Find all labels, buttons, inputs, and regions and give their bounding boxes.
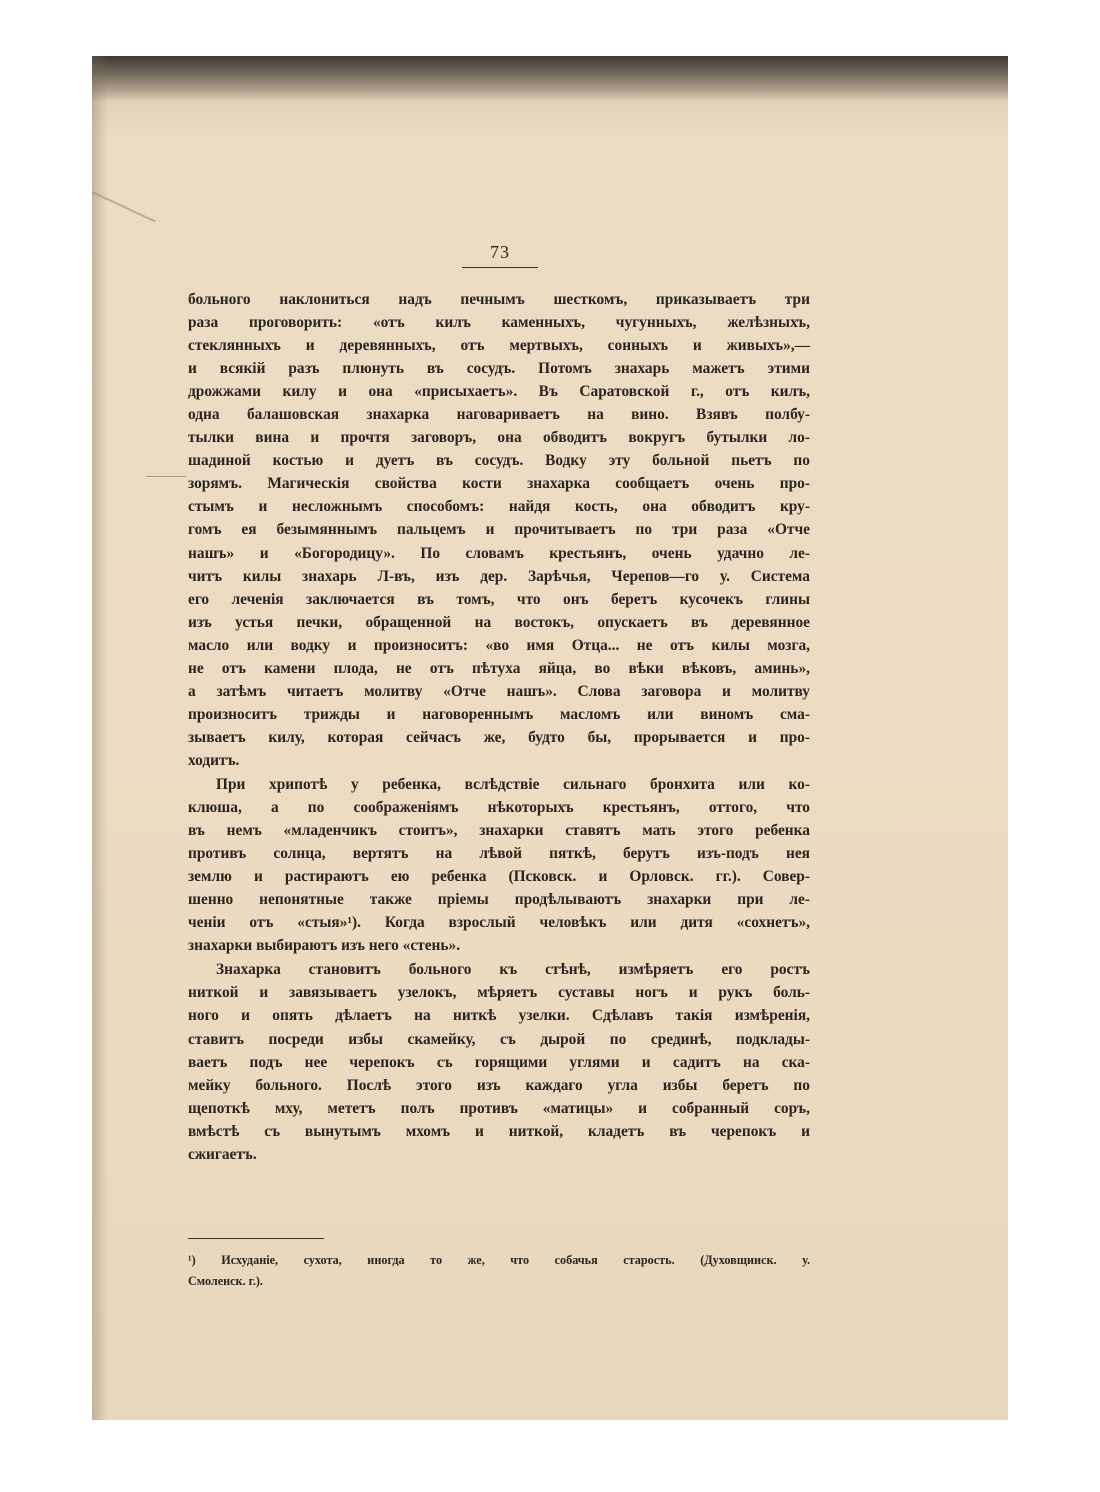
text-line: произноситъ трижды и наговореннымъ масломъ или виномъ сма-: [188, 705, 810, 723]
text-line: ваетъ подъ нее черепокъ съ горящими углями и садитъ на ска-: [188, 1053, 810, 1071]
body-text: [188, 288, 810, 1166]
text-line: дрожжами килу и она «присыхаетъ». Въ Саратовской г., отъ килъ,: [188, 383, 810, 401]
text-line: клюша, а по соображеніямъ нѣкоторыхъ крестьянъ, оттого, что: [188, 799, 810, 817]
text-line: шадиной костью и дуетъ въ сосудъ. Водку эту больной пьетъ по: [188, 452, 810, 470]
text-line: раза проговорить: «отъ килъ каменныхъ, чугунныхъ, желѣзныхъ,: [188, 314, 810, 332]
paragraph: [188, 958, 810, 1165]
text-line: и всякій разъ плюнуть въ сосудъ. Потомъ знахарь мажетъ этими: [188, 360, 810, 378]
text-line: сжигаетъ.: [188, 1145, 257, 1163]
text-line: Знахарка становитъ больного къ стѣнѣ, измѣряетъ его ростъ: [216, 961, 810, 979]
footnote-rule: [188, 1238, 324, 1239]
text-line: читъ килы знахарь Л-въ, изъ дер. Зарѣчья, Черепов—го у. Система: [188, 567, 810, 585]
text-line: знахарки выбираютъ изъ него «стень».: [188, 937, 461, 955]
text-line: зываетъ килу, которая сейчасъ же, будто бы, прорывается и про-: [188, 728, 810, 746]
text-line: стымъ и несложнымъ способомъ: найдя кость, она обводитъ кру-: [188, 498, 810, 516]
text-line: ниткой и завязываетъ узелокъ, мѣряетъ суставы ногъ и рукъ боль-: [188, 984, 810, 1002]
text-line: одна балашовская знахарка наговариваетъ на вино. Взявъ полбу-: [188, 406, 810, 424]
text-line: мейку больного. Послѣ этого изъ каждаго угла избы беретъ по: [188, 1076, 810, 1094]
text-line: тылки вина и прочтя заговоръ, она обводитъ вокругъ бутылки ло-: [188, 429, 810, 447]
footnote-line: Смоленск. г.).: [188, 1274, 263, 1288]
text-line: ченіи отъ «стыя»¹). Когда взрослый человѣкъ или дитя «сохнетъ»,: [188, 914, 810, 932]
text-line: больного наклониться надъ печнымъ шесткомъ, приказываетъ три: [188, 291, 810, 308]
binding-shadow: [92, 56, 1008, 102]
text-line: а затѣмъ читаетъ молитву «Отче нашъ». Слова заговора и молитву: [188, 682, 810, 700]
text-line: нашъ» и «Богородицу». По словамъ крестьянъ, очень удачно ле-: [188, 544, 810, 562]
text-line: противъ солнца, вертятъ на лѣвой пяткѣ, берутъ изъ-подъ нея: [188, 845, 810, 863]
margin-tick: [146, 476, 186, 477]
scanned-page: [92, 56, 1008, 1420]
text-line: зорямъ. Магическія свойства кости знахарка сообщаетъ очень про-: [188, 475, 810, 493]
text-line: изъ устья печки, обращенной на востокъ, опускаетъ въ деревянное: [188, 613, 810, 631]
paragraph: [188, 773, 810, 957]
text-line: шенно непонятные также пріемы продѣлываютъ знахарки при ле-: [188, 891, 810, 909]
text-line: При хрипотѣ у ребенка, вслѣдствіе сильнаго бронхита или ко-: [216, 775, 810, 793]
text-line: вмѣстѣ съ вынутымъ мхомъ и ниткой, кладетъ въ черепокъ и: [188, 1122, 810, 1140]
text-line: ставитъ посреди избы скамейку, съ дырой по срединѣ, подклады-: [188, 1030, 810, 1048]
text-line: землю и растираютъ ею ребенка (Псковск. и Орловск. гг.). Совер-: [188, 868, 810, 886]
footnote: [188, 1250, 810, 1292]
footnote-line: ¹) Исхуданіе, сухота, иногда то же, что собачья старость. (Духовщинск. у.: [188, 1253, 810, 1267]
text-line: не отъ камени плода, не отъ пѣтуха яйца, во вѣки вѣковъ, аминь»,: [188, 659, 810, 677]
text-line: въ немъ «младенчикъ стоитъ», знахарки ставятъ мать этого ребенка: [188, 822, 810, 840]
text-line: ходитъ.: [188, 751, 240, 769]
text-line: масло или водку и произноситъ: «во имя Отца... не отъ килы мозга,: [188, 636, 810, 654]
paragraph: [188, 288, 810, 772]
text-line: его леченія заключается въ томъ, что онъ беретъ кусочекъ глины: [188, 590, 810, 608]
page-number: 73: [490, 242, 510, 262]
page-number-rule: [462, 267, 538, 268]
text-line: гомъ ея безымяннымъ пальцемъ и прочитываетъ по три раза «Отче: [188, 521, 810, 539]
text-line: стеклянныхъ и деревянныхъ, отъ мертвыхъ, сонныхъ и живыхъ»,—: [188, 337, 810, 355]
text-line: ного и опять дѣлаетъ на ниткѣ узелки. Сдѣлавъ такія измѣренія,: [188, 1007, 810, 1025]
page-edge-shadow: [92, 56, 108, 1420]
text-line: щепоткѣ мху, мететъ полъ противъ «матицы» и собранный соръ,: [188, 1099, 810, 1117]
